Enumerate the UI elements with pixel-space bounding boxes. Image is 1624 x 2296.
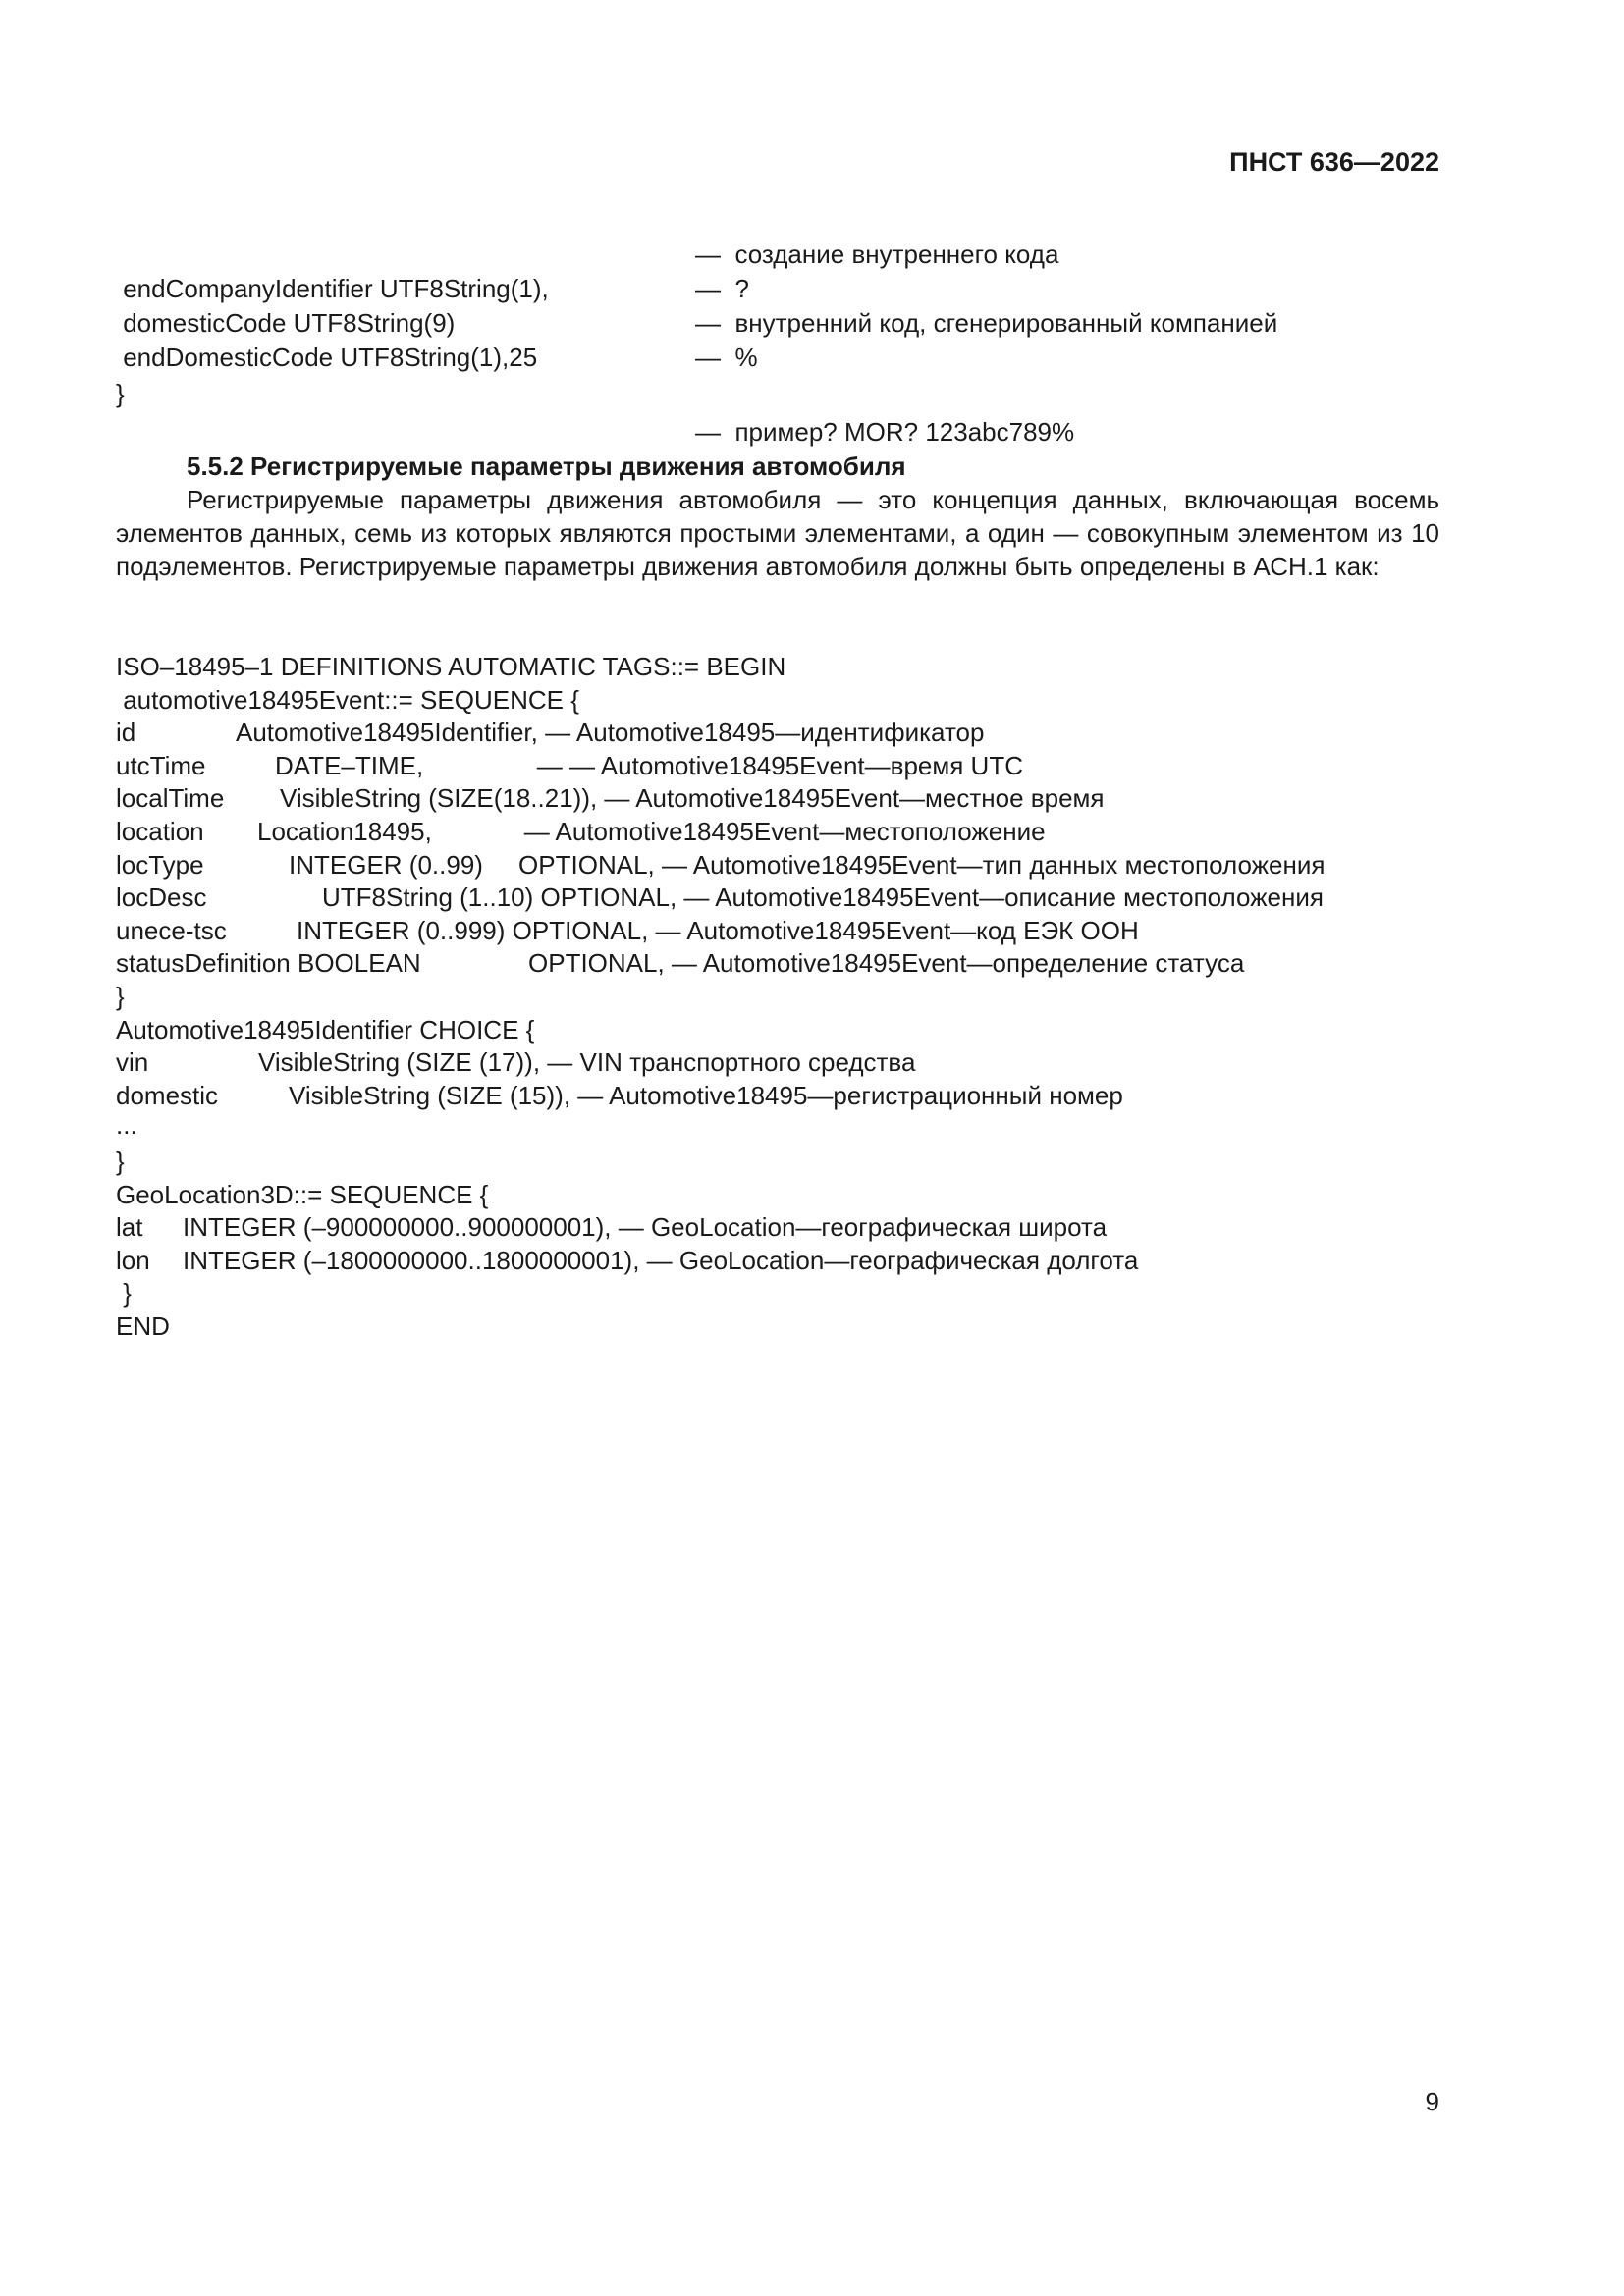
code-left-4: } — [116, 379, 125, 408]
page-number: 9 — [1425, 2087, 1439, 2116]
code-right-1: — ? — [695, 274, 749, 303]
code-right-3: — % — [695, 343, 758, 372]
asn-name-18: lon — [116, 1246, 150, 1275]
code-left-3: endDomesticCode UTF8String(1),25 — [116, 343, 538, 372]
asn-name-3: utcTime — [116, 751, 206, 780]
code-right-5: — пример? MOR? 123abc789% — [695, 417, 1075, 447]
asn-line-0: ISO–18495–1 DEFINITIONS AUTOMATIC TAGS::= BEGIN — [116, 652, 786, 681]
asn-name-4: localTime — [116, 783, 225, 813]
asn-def-6: INTEGER (0..99) OPTIONAL, — Automotive18495Event—тип данных местоположения — [289, 850, 1326, 880]
asn-name-9: statusDefinition BOOLEAN — [116, 948, 421, 978]
section-heading: 5.5.2 Регистрируемые параметры движения автомобиля — [187, 452, 906, 481]
asn-line-10: } — [116, 982, 125, 1011]
asn-name-17: lat — [116, 1212, 143, 1242]
asn-name-7: locDesc — [116, 882, 207, 912]
asn-line-14: ... — [116, 1110, 137, 1140]
asn-line-15: } — [116, 1147, 125, 1176]
asn-line-16: GeoLocation3D::= SEQUENCE { — [116, 1180, 489, 1209]
asn-name-12: vin — [116, 1047, 149, 1077]
asn-def-17: INTEGER (–900000000..900000001), — GeoLocation—географическая широта — [183, 1212, 1108, 1242]
asn-def-3: DATE–TIME, — — Automotive18495Event—время UTC — [275, 751, 1023, 780]
section-paragraph: Регистрируемые параметры движения автомобиля — это концепция данных, включающая восемь элементов данных, семь из которых являются простыми элементами, а один — совокупным элементом из 10 подэлементов. Регистрируемые параметры движения автомобиля должны быть определены в АСН.1 как: — [116, 485, 1439, 581]
asn-def-7: UTF8String (1..10) OPTIONAL, — Automotive18495Event—описание местоположения — [322, 882, 1324, 912]
asn-def-13: VisibleString (SIZE (15)), — Automotive18495—регистрационный номер — [289, 1081, 1123, 1110]
asn-name-2: id — [116, 718, 136, 747]
asn-name-6: locType — [116, 850, 204, 880]
asn-line-11: Automotive18495Identifier CHOICE { — [116, 1015, 535, 1044]
asn-def-18: INTEGER (–1800000000..1800000001), — GeoLocation—географическая долгота — [183, 1246, 1139, 1275]
asn-line-1: automotive18495Event::= SEQUENCE { — [116, 685, 579, 715]
code-left-1: endCompanyIdentifier UTF8String(1), — [116, 274, 549, 303]
code-right-0: — создание внутреннего кода — [695, 240, 1059, 269]
asn-def-9: OPTIONAL, — Automotive18495Event—определение статуса — [528, 948, 1245, 978]
asn-name-8: unece-tsc — [116, 916, 227, 945]
asn-def-4: VisibleString (SIZE(18..21)), — Automotive18495Event—местное время — [280, 783, 1105, 813]
asn-def-2: Automotive18495Identifier, — Automotive18495—идентификатор — [236, 718, 985, 747]
asn-name-13: domestic — [116, 1081, 219, 1110]
document-standard-number: ПНСТ 636—2022 — [1229, 147, 1439, 177]
asn-line-20: END — [116, 1311, 170, 1341]
asn-line-19: } — [116, 1278, 132, 1308]
asn-name-5: location — [116, 817, 204, 846]
code-right-2: — внутренний код, сгенерированный компанией — [695, 308, 1278, 338]
asn-def-12: VisibleString (SIZE (17)), — VIN транспортного средства — [258, 1047, 916, 1077]
code-left-2: domesticCode UTF8String(9) — [116, 308, 456, 338]
asn-def-8: INTEGER (0..999) OPTIONAL, — Automotive18495Event—код ЕЭК ООН — [297, 916, 1139, 945]
asn-def-5: Location18495, — Automotive18495Event—местоположение — [257, 817, 1046, 846]
